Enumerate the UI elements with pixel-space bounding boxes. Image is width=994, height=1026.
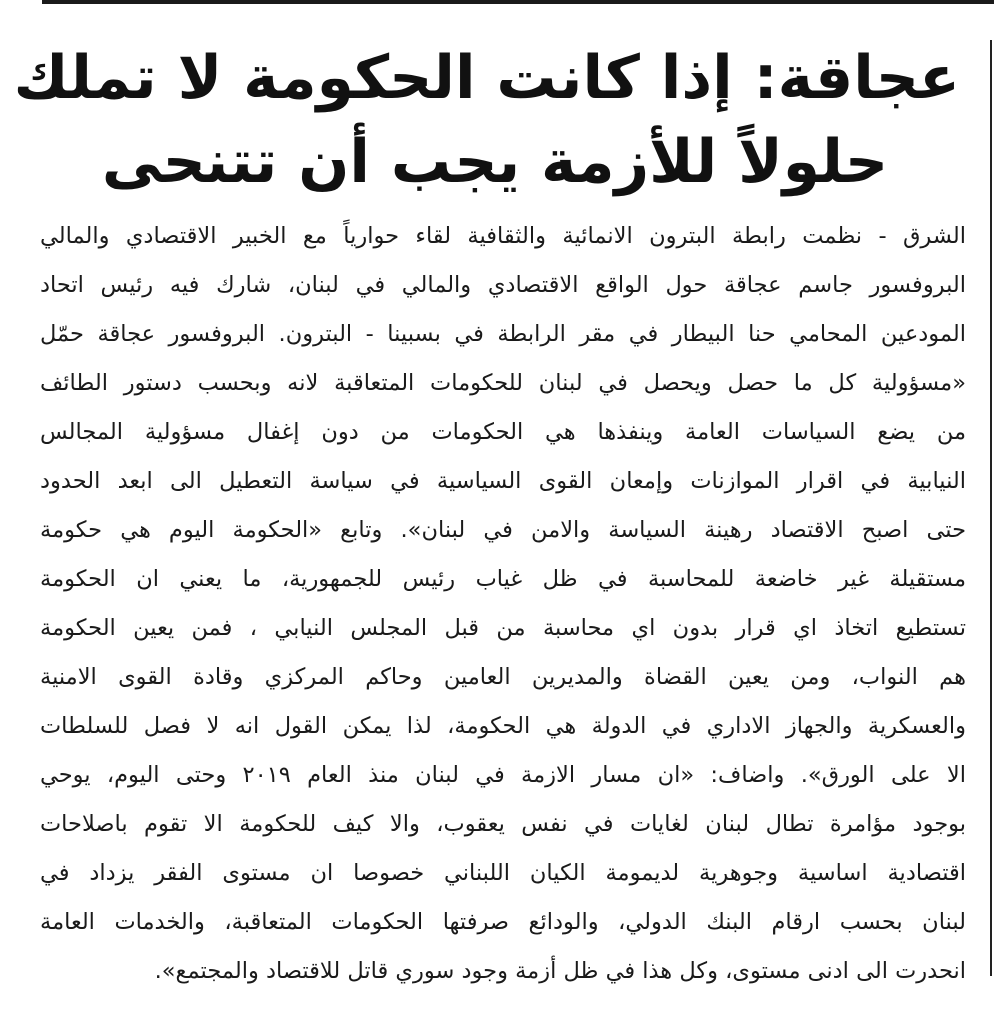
body-line: النيابية في اقرار الموازنات وإمعان القوى السياسية في سياسة التعطيل الى ابعد الحدود — [40, 468, 966, 494]
body-line: الا على الورق». واضاف: «ان مسار الازمة في لبنان منذ العام ٢٠١٩ وحتى اليوم، يوحي — [40, 762, 966, 788]
headline — [13, 36, 960, 204]
body-line: هم النواب، ومن يعين القضاة والمديرين العامين وحاكم المركزي وقادة القوى الامنية — [40, 664, 966, 690]
body-line: «مسؤولية كل ما حصل ويحصل في لبنان للحكومات المتعاقبة لانه وبحسب دستور الطائف — [40, 370, 966, 396]
body-line: مستقيلة غير خاضعة للمحاسبة في ظل غياب رئيس للجمهورية، ما يعني ان الحكومة — [40, 566, 966, 592]
body-line: الشرق - نظمت رابطة البترون الانمائية والثقافية لقاء حوارياً مع الخبير الاقتصادي والمالي — [40, 223, 966, 249]
body-line: من يضع السياسات العامة وينفذها هي الحكومات من دون إغفال مسؤولية المجالس — [40, 419, 966, 445]
headline-line-2: حلولاً للأزمة يجب أن تتنحى — [101, 127, 889, 197]
body-line: والعسكرية والجهاز الاداري في الدولة هي الحكومة، لذا يمكن القول انه لا فصل للسلطات — [40, 713, 966, 739]
body-line: تستطيع اتخاذ اي قرار بدون اي محاسبة من قبل المجلس النيابي ، فمن يعين الحكومة — [40, 615, 966, 641]
body-line: المودعين المحامي حنا البيطار في مقر الرابطة في بسبينا - البترون. البروفسور عجاقة حمّل — [40, 321, 966, 347]
top-rule — [42, 0, 994, 4]
article-body — [40, 212, 966, 996]
body-line: البروفسور جاسم عجاقة حول الواقع الاقتصادي والمالي في لبنان، شارك فيه رئيس اتحاد — [40, 272, 966, 298]
column-rule — [990, 40, 992, 976]
body-line-last: انحدرت الى ادنى مستوى، وكل هذا في ظل أزمة وجود سوري قاتل للاقتصاد والمجتمع». — [154, 958, 966, 984]
body-line: اقتصادية اساسية وجوهرية لديمومة الكيان اللبناني خصوصا ان مستوى الفقر يزداد في — [40, 860, 966, 886]
body-line: حتى اصبح الاقتصاد رهينة السياسة والامن في لبنان». وتابع «الحكومة اليوم هي حكومة — [40, 517, 966, 543]
body-line: بوجود مؤامرة تطال لبنان لغايات في نفس يعقوب، والا كيف للحكومة الا تقوم باصلاحات — [40, 811, 966, 837]
body-line: لبنان بحسب ارقام البنك الدولي، والودائع صرفتها الحكومات المتعاقبة، والخدمات العامة — [40, 909, 966, 935]
headline-line-1: عجاقة: إذا كانت الحكومة لا تملك — [13, 43, 960, 113]
